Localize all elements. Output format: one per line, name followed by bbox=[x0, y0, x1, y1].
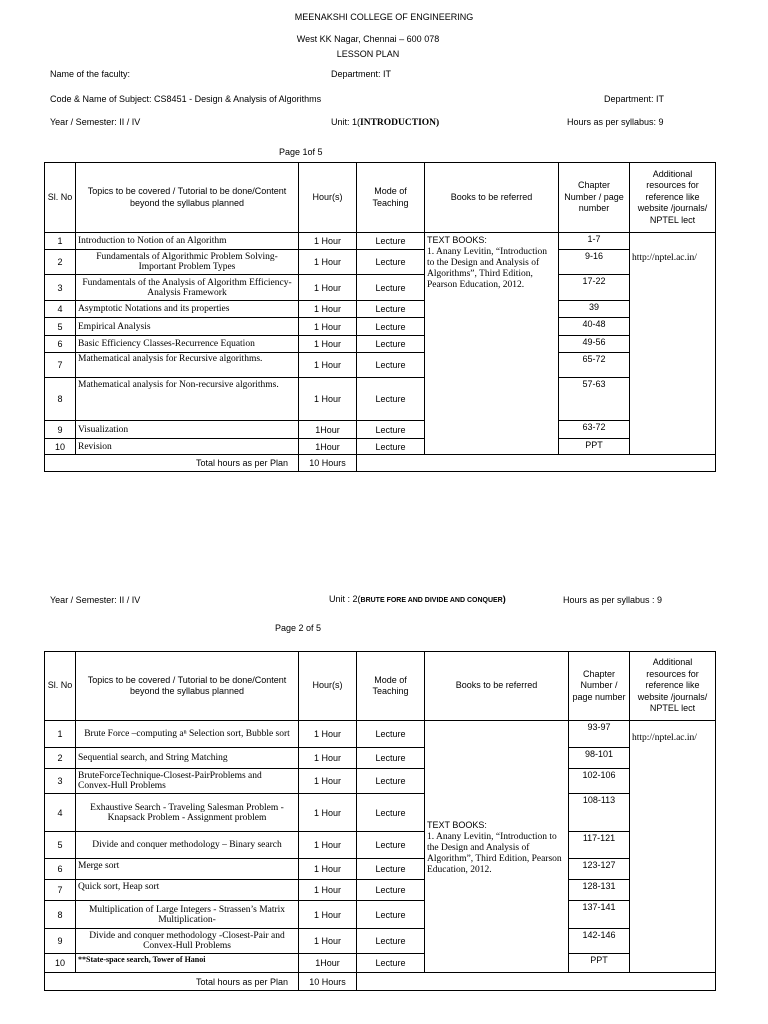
row-topic: BruteForceTechnique-Closest-PairProblems and Convex-Hull Problems bbox=[76, 769, 299, 794]
table-row bbox=[45, 275, 716, 301]
row-mode: Lecture bbox=[357, 336, 425, 353]
department-label-2: Department: IT bbox=[604, 94, 665, 104]
row-sl: 6 bbox=[45, 336, 76, 353]
col-topics: Topics to be covered / Tutorial to be done/Content beyond the syllabus planned bbox=[76, 163, 299, 233]
row-hours: 1 Hour bbox=[299, 275, 357, 301]
row-hours: 1 Hour bbox=[299, 301, 357, 318]
row-topic: Exhaustive Search - Traveling Salesman Problem - Knapsack Problem - Assignment problem bbox=[76, 794, 299, 832]
col-resources: Additional resources for reference like website /journals/ NPTEL lect bbox=[630, 163, 716, 233]
col-books: Books to be referred bbox=[425, 163, 559, 233]
unit2-lesson-table bbox=[44, 651, 716, 991]
row-hours: 1 Hour bbox=[299, 233, 357, 250]
row-chapter: 142-146 bbox=[569, 929, 630, 954]
table-row bbox=[45, 901, 716, 929]
row-sl: 3 bbox=[45, 769, 76, 794]
row-topic: Visualization bbox=[76, 421, 299, 439]
unit1-hours-syllabus: Hours as per syllabus: 9 bbox=[567, 117, 664, 127]
college-name: MEENAKSHI COLLEGE OF ENGINEERING bbox=[294, 12, 474, 22]
row-topic: Divide and conquer methodology -Closest-Pair and Convex-Hull Problems bbox=[76, 929, 299, 954]
row-chapter: 57-63 bbox=[559, 378, 630, 421]
row-sl: 5 bbox=[45, 832, 76, 859]
total-label: Total hours as per Plan bbox=[45, 973, 299, 991]
row-mode: Lecture bbox=[357, 721, 425, 748]
table-row bbox=[45, 301, 716, 318]
row-sl: 5 bbox=[45, 318, 76, 336]
row-chapter: 40-48 bbox=[559, 318, 630, 336]
unit2-page-number: Page 2 of 5 bbox=[275, 623, 322, 633]
document-title: LESSON PLAN bbox=[336, 49, 400, 59]
table-header-row bbox=[45, 652, 716, 721]
unit1-lesson-table bbox=[44, 162, 716, 472]
row-chapter: PPT bbox=[559, 439, 630, 455]
row-sl: 8 bbox=[45, 901, 76, 929]
row-mode: Lecture bbox=[357, 901, 425, 929]
row-topic: Revision bbox=[76, 439, 299, 455]
row-topic: Quick sort, Heap sort bbox=[76, 880, 299, 901]
row-sl: 2 bbox=[45, 748, 76, 769]
table-row bbox=[45, 880, 716, 901]
row-topic: Asymptotic Notations and its properties bbox=[76, 301, 299, 318]
row-topic: Mathematical analysis for Recursive algorithms. bbox=[76, 353, 299, 378]
row-hours: 1Hour bbox=[299, 439, 357, 455]
total-row bbox=[45, 973, 716, 991]
row-sl: 9 bbox=[45, 421, 76, 439]
unit2-hours-syllabus: Hours as per syllabus : 9 bbox=[563, 595, 663, 605]
row-sl: 7 bbox=[45, 880, 76, 901]
row-chapter: 117-121 bbox=[569, 832, 630, 859]
row-mode: Lecture bbox=[357, 439, 425, 455]
table-header-row bbox=[45, 163, 716, 233]
total-empty bbox=[357, 455, 716, 472]
row-chapter: 1-7 bbox=[559, 233, 630, 250]
table-row bbox=[45, 250, 716, 275]
row-mode: Lecture bbox=[357, 378, 425, 421]
department-label: Department: IT bbox=[331, 69, 392, 79]
row-topic: Fundamentals of the Analysis of Algorithm Efficiency- Analysis Framework bbox=[76, 275, 299, 301]
row-sl: 10 bbox=[45, 954, 76, 973]
row-mode: Lecture bbox=[357, 859, 425, 880]
row-sl: 1 bbox=[45, 233, 76, 250]
faculty-label: Name of the faculty: bbox=[50, 69, 131, 79]
resource-link[interactable]: http://nptel.ac.in/ bbox=[632, 253, 697, 263]
table-row bbox=[45, 233, 716, 250]
row-topic: **State-space search, Tower of Hanoi bbox=[76, 954, 299, 973]
row-topic: Mathematical analysis for Non-recursive algorithms. bbox=[76, 378, 299, 421]
row-mode: Lecture bbox=[357, 233, 425, 250]
row-sl: 2 bbox=[45, 250, 76, 275]
row-sl: 7 bbox=[45, 353, 76, 378]
col-mode: Mode of Teaching bbox=[357, 652, 425, 721]
col-topics: Topics to be covered / Tutorial to be done/Content beyond the syllabus planned bbox=[76, 652, 299, 721]
row-sl: 3 bbox=[45, 275, 76, 301]
row-hours: 1 Hour bbox=[299, 880, 357, 901]
total-value: 10 Hours bbox=[299, 973, 357, 991]
table-row bbox=[45, 353, 716, 378]
row-chapter: PPT bbox=[569, 954, 630, 973]
row-hours: 1 Hour bbox=[299, 769, 357, 794]
table-row bbox=[45, 336, 716, 353]
col-chapter: Chapter Number / page number bbox=[559, 163, 630, 233]
row-sl: 4 bbox=[45, 301, 76, 318]
unit2-title: Unit : 2(BRUTE FORE AND DIVIDE AND CONQUER) bbox=[329, 594, 506, 604]
table-row bbox=[45, 929, 716, 954]
row-mode: Lecture bbox=[357, 769, 425, 794]
subject-label: Code & Name of Subject: CS8451 - Design & Analysis of Algorithms bbox=[50, 94, 322, 104]
row-hours: 1 Hour bbox=[299, 721, 357, 748]
col-hours: Hour(s) bbox=[299, 163, 357, 233]
table-row bbox=[45, 421, 716, 439]
row-chapter: 123-127 bbox=[569, 859, 630, 880]
row-chapter: 93-97 bbox=[569, 721, 630, 748]
row-mode: Lecture bbox=[357, 301, 425, 318]
row-hours: 1Hour bbox=[299, 954, 357, 973]
row-sl: 10 bbox=[45, 439, 76, 455]
unit1-page-number: Page 1of 5 bbox=[279, 147, 323, 157]
col-hours: Hour(s) bbox=[299, 652, 357, 721]
row-mode: Lecture bbox=[357, 748, 425, 769]
col-sl-no: Sl. No bbox=[45, 163, 76, 233]
row-hours: 1 Hour bbox=[299, 929, 357, 954]
row-mode: Lecture bbox=[357, 318, 425, 336]
row-topic: Brute Force –computing aⁿ Selection sort, Bubble sort bbox=[76, 721, 299, 748]
total-empty bbox=[357, 973, 716, 991]
row-topic: Empirical Analysis bbox=[76, 318, 299, 336]
table-row bbox=[45, 748, 716, 769]
row-chapter: 17-22 bbox=[559, 275, 630, 301]
row-chapter: 65-72 bbox=[559, 353, 630, 378]
table-row bbox=[45, 954, 716, 973]
table-row bbox=[45, 721, 716, 748]
additional-resources bbox=[630, 721, 716, 973]
row-chapter: 108-113 bbox=[569, 794, 630, 832]
row-topic: Sequential search, and String Matching bbox=[76, 748, 299, 769]
row-chapter: 128-131 bbox=[569, 880, 630, 901]
row-topic: Basic Efficiency Classes-Recurrence Equation bbox=[76, 336, 299, 353]
table-row bbox=[45, 769, 716, 794]
col-resources: Additional resources for reference like website /journals/ NPTEL lect bbox=[630, 652, 716, 721]
col-books: Books to be referred bbox=[425, 652, 569, 721]
table-row bbox=[45, 318, 716, 336]
row-chapter: 49-56 bbox=[559, 336, 630, 353]
row-chapter: 9-16 bbox=[559, 250, 630, 275]
unit1-year-semester: Year / Semester: II / IV bbox=[50, 117, 141, 127]
row-topic: Fundamentals of Algorithmic Problem Solving- Important Problem Types bbox=[76, 250, 299, 275]
table-row bbox=[45, 439, 716, 455]
col-chapter: Chapter Number / page number bbox=[569, 652, 630, 721]
row-hours: 1 Hour bbox=[299, 832, 357, 859]
books-referred bbox=[425, 233, 559, 455]
row-hours: 1 Hour bbox=[299, 250, 357, 275]
additional-resources bbox=[630, 233, 716, 455]
row-hours: 1Hour bbox=[299, 421, 357, 439]
row-chapter: 63-72 bbox=[559, 421, 630, 439]
unit2-year-semester: Year / Semester: II / IV bbox=[50, 595, 141, 605]
col-mode: Mode of Teaching bbox=[357, 163, 425, 233]
row-chapter: 102-106 bbox=[569, 769, 630, 794]
college-address: West KK Nagar, Chennai – 600 078 bbox=[296, 34, 440, 44]
total-row bbox=[45, 455, 716, 472]
row-sl: 8 bbox=[45, 378, 76, 421]
row-mode: Lecture bbox=[357, 353, 425, 378]
table-row bbox=[45, 378, 716, 421]
row-chapter: 39 bbox=[559, 301, 630, 318]
row-topic: Introduction to Notion of an Algorithm bbox=[76, 233, 299, 250]
row-mode: Lecture bbox=[357, 250, 425, 275]
row-mode: Lecture bbox=[357, 794, 425, 832]
books-text: 1. Anany Levitin, “Introduction to the Design and Analysis of Algorithm”, Third Edition, Pearson Education, 2012. bbox=[427, 831, 562, 875]
resource-link[interactable]: http://nptel.ac.in/ bbox=[632, 733, 697, 743]
row-topic: Multiplication of Large Integers - Strassen’s Matrix Multiplication- bbox=[76, 901, 299, 929]
books-heading: TEXT BOOKS: bbox=[427, 235, 487, 245]
books-text: 1. Anany Levitin, “Introduction to the Design and Analysis of Algorithms”, Third Edition, Pearson Education, 2012. bbox=[427, 247, 548, 290]
row-sl: 1 bbox=[45, 721, 76, 748]
table-row bbox=[45, 832, 716, 859]
table-row bbox=[45, 794, 716, 832]
row-hours: 1 Hour bbox=[299, 378, 357, 421]
row-sl: 9 bbox=[45, 929, 76, 954]
total-label: Total hours as per Plan bbox=[45, 455, 299, 472]
total-value: 10 Hours bbox=[299, 455, 357, 472]
row-hours: 1 Hour bbox=[299, 318, 357, 336]
row-topic: Divide and conquer methodology – Binary search bbox=[76, 832, 299, 859]
row-chapter: 98-101 bbox=[569, 748, 630, 769]
row-hours: 1 Hour bbox=[299, 336, 357, 353]
row-mode: Lecture bbox=[357, 954, 425, 973]
unit1-title: Unit: 1(INTRODUCTION) bbox=[331, 117, 440, 128]
books-referred bbox=[425, 721, 569, 973]
row-hours: 1 Hour bbox=[299, 859, 357, 880]
table-row bbox=[45, 859, 716, 880]
row-sl: 6 bbox=[45, 859, 76, 880]
row-mode: Lecture bbox=[357, 275, 425, 301]
row-mode: Lecture bbox=[357, 832, 425, 859]
row-hours: 1 Hour bbox=[299, 748, 357, 769]
row-sl: 4 bbox=[45, 794, 76, 832]
row-hours: 1 Hour bbox=[299, 353, 357, 378]
books-heading: TEXT BOOKS: bbox=[427, 819, 487, 830]
row-chapter: 137-141 bbox=[569, 901, 630, 929]
row-hours: 1 Hour bbox=[299, 901, 357, 929]
row-mode: Lecture bbox=[357, 421, 425, 439]
row-topic: Merge sort bbox=[76, 859, 299, 880]
row-hours: 1 Hour bbox=[299, 794, 357, 832]
col-sl-no: Sl. No bbox=[45, 652, 76, 721]
row-mode: Lecture bbox=[357, 929, 425, 954]
row-mode: Lecture bbox=[357, 880, 425, 901]
